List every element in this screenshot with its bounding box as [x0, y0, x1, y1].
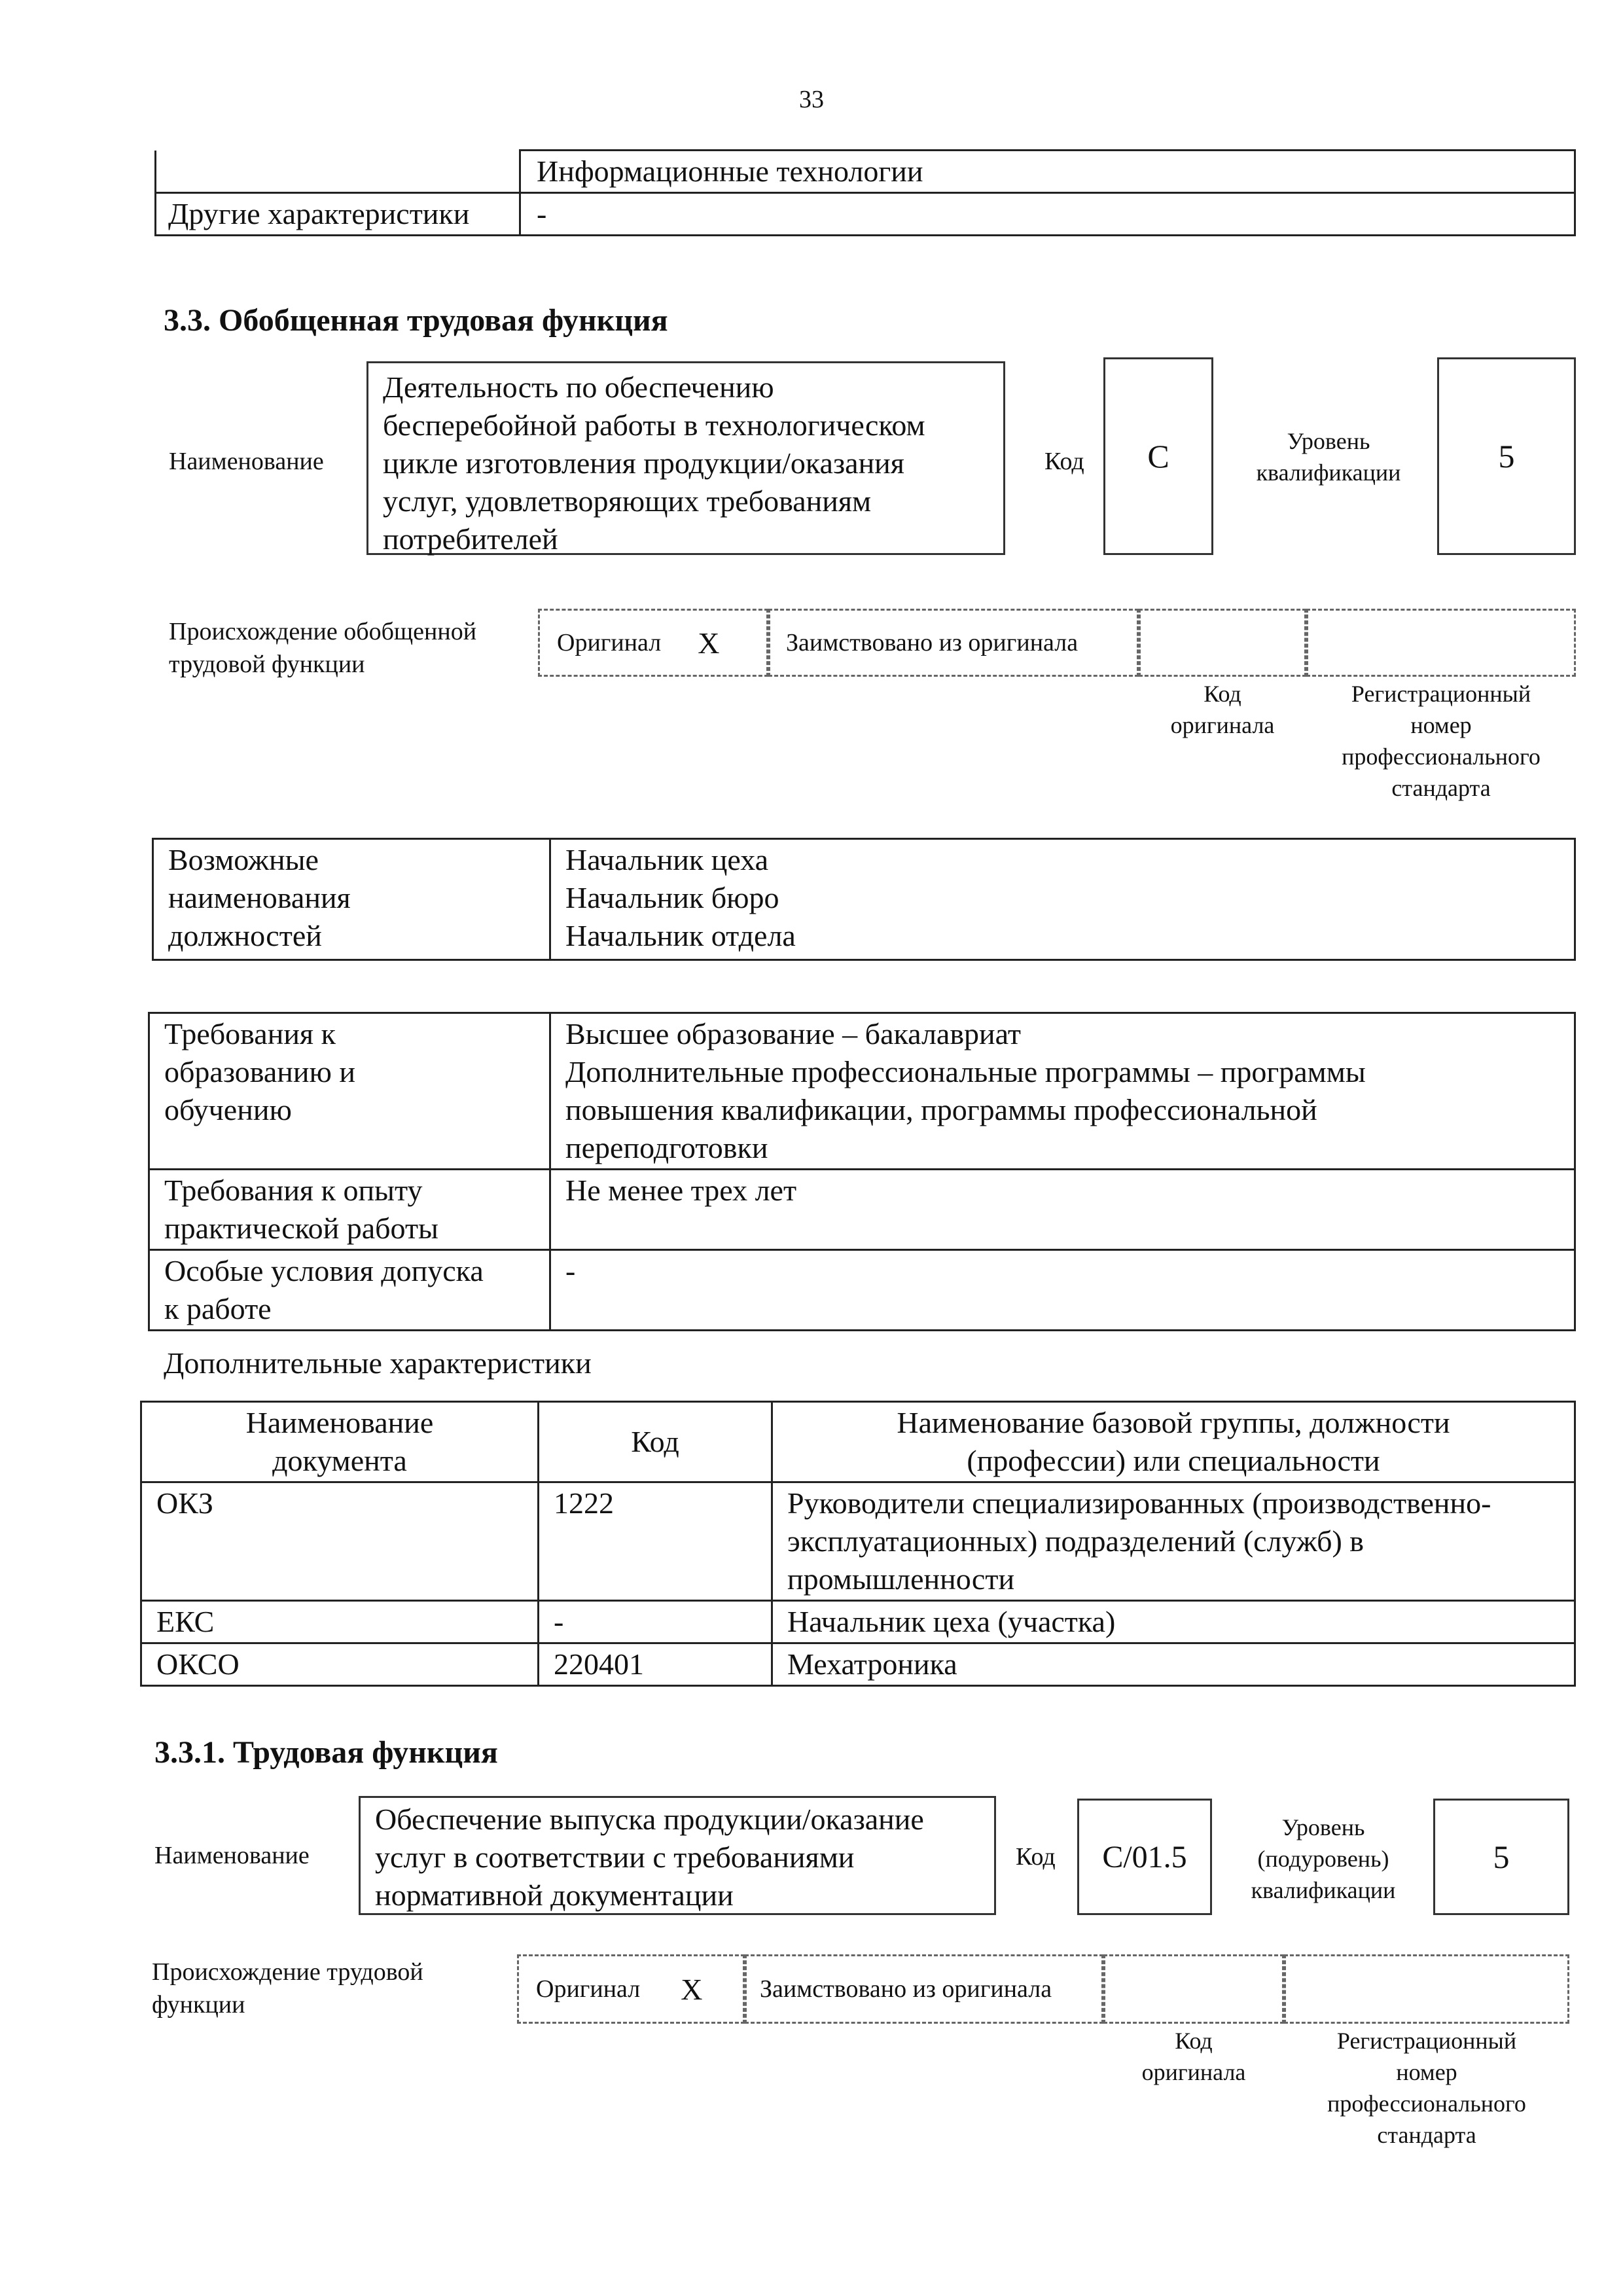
gtf-name-line: бесперебойной работы в технологическом [383, 408, 925, 442]
requirements-table [148, 1012, 1576, 1331]
name-line: эксплуатационных) подразделений (служб) в [787, 1524, 1364, 1558]
top-characteristics-table [154, 149, 1576, 236]
value-line: повышения квалификации, программы профессиональной [565, 1093, 1317, 1126]
name-line: Начальник цеха (участка) [787, 1605, 1116, 1638]
label-line: Требования к [164, 1017, 336, 1050]
tf-origin-label [152, 1956, 423, 2021]
label-line: обучению [164, 1093, 292, 1126]
cell-name [772, 1482, 1575, 1601]
position-item: Начальник цеха [565, 843, 769, 876]
tf-borrowed-label: Заимствовано из оригинала [760, 1975, 1052, 2003]
gtf-borrowed-cell [768, 609, 1139, 677]
caption-line: Регистрационный [1351, 681, 1531, 707]
tf-origin-label-line: Происхождение трудовой [152, 1958, 423, 1986]
caption-line: стандарта [1377, 2122, 1476, 2148]
requirement-value [550, 1170, 1575, 1250]
gtf-original-mark: Х [698, 626, 720, 660]
cell-name [772, 1643, 1575, 1686]
requirement-value [550, 1013, 1575, 1170]
table-cell-label: Другие характеристики [156, 193, 520, 236]
tf-level-box [1433, 1799, 1569, 1915]
tf-level-label-line: Уровень [1281, 1814, 1365, 1840]
caption-line: номер [1396, 2059, 1457, 2085]
gtf-reg-number-caption [1306, 678, 1576, 804]
gtf-code-box [1103, 357, 1213, 555]
tf-level-value: 5 [1493, 1839, 1510, 1875]
requirement-label [149, 1250, 550, 1331]
tf-level-label [1225, 1812, 1421, 1906]
gtf-name-line: цикле изготовления продукции/оказания [383, 446, 904, 480]
table-header-row [141, 1402, 1575, 1482]
cell-code: - [539, 1601, 772, 1643]
caption-line: профессионального [1342, 744, 1541, 770]
tf-origin-label-line: функции [152, 1991, 245, 2018]
gtf-code-label: Код [1044, 448, 1084, 475]
gtf-level-label-line: Уровень [1287, 428, 1370, 454]
section-heading-3-3-1: 3.3.1. Трудовая функция [154, 1735, 498, 1770]
table-cell-label [156, 151, 520, 193]
gtf-reg-number-cell [1306, 609, 1576, 677]
tf-level-label-line: (подуровень) [1257, 1846, 1389, 1872]
gtf-borrowed-label: Заимствовано из оригинала [786, 629, 1079, 656]
value-line: переподготовки [565, 1131, 768, 1164]
header-document [141, 1402, 539, 1482]
gtf-origin-label [169, 615, 476, 681]
caption-line: номер [1410, 712, 1472, 738]
label-line: практической работы [164, 1211, 438, 1245]
tf-name-label: Наименование [154, 1842, 310, 1869]
cell-code: 220401 [539, 1643, 772, 1686]
label-line: образованию и [164, 1055, 355, 1088]
tf-reg-number-cell [1284, 1954, 1569, 2024]
cell-document: ЕКС [141, 1601, 539, 1643]
name-line: Руководители специализированных (производственно- [787, 1486, 1491, 1520]
requirement-value [550, 1250, 1575, 1331]
tf-borrowed-cell [745, 1954, 1103, 2024]
gtf-name-line: потребителей [383, 522, 558, 556]
caption-line: Код [1175, 2028, 1213, 2054]
header-line: Наименование базовой группы, должности [897, 1406, 1450, 1439]
tf-original-mark: Х [681, 1972, 703, 2006]
gtf-origin-label-line: трудовой функции [169, 651, 365, 678]
cell-name [772, 1601, 1575, 1643]
tf-name-line: Обеспечение выпуска продукции/оказание [375, 1803, 924, 1836]
label-line: к работе [164, 1292, 272, 1325]
positions-label [153, 839, 550, 960]
positions-values [550, 839, 1575, 960]
label-line: должностей [168, 919, 322, 952]
gtf-orig-code-caption [1139, 678, 1306, 741]
gtf-orig-code-cell [1139, 609, 1306, 677]
gtf-original-label: Оригинал [557, 629, 662, 656]
tf-original-cell [517, 1954, 745, 2024]
position-item: Начальник бюро [565, 881, 779, 914]
requirement-label [149, 1170, 550, 1250]
value-line: Высшее образование – бакалавриат [565, 1017, 1021, 1050]
table-row [149, 1170, 1575, 1250]
tf-code-value: С/01.5 [1102, 1839, 1187, 1874]
value-line: - [565, 1254, 576, 1287]
gtf-name-line: Деятельность по обеспечению [383, 370, 774, 404]
table-cell-value: Информационные технологии [520, 151, 1575, 193]
tf-reg-number-caption [1284, 2025, 1569, 2151]
header-line: Наименование [245, 1406, 434, 1439]
caption-line: оригинала [1170, 712, 1275, 738]
tf-name-line: нормативной документации [375, 1878, 734, 1912]
table-row [141, 1643, 1575, 1686]
table-cell-value: - [520, 193, 1575, 236]
gtf-level-label-line: квалификации [1256, 459, 1401, 486]
header-line: документа [272, 1444, 407, 1477]
table-row [149, 1013, 1575, 1170]
table-row [153, 839, 1575, 960]
section-heading-3-3: 3.3. Обобщенная трудовая функция [164, 303, 668, 338]
gtf-level-value: 5 [1498, 438, 1515, 475]
label-line: Требования к опыту [164, 1174, 423, 1207]
gtf-level-box [1437, 357, 1576, 555]
name-line: Мехатроника [787, 1647, 957, 1681]
header-code [539, 1402, 772, 1482]
page-number: 33 [799, 86, 824, 113]
tf-level-label-line: квалификации [1251, 1877, 1396, 1903]
tf-name-line: услуг в соответствии с требованиями [375, 1840, 855, 1874]
gtf-original-cell [538, 609, 768, 677]
caption-line: оригинала [1141, 2059, 1246, 2085]
value-line: Не менее трех лет [565, 1174, 797, 1207]
name-line: промышленности [787, 1562, 1015, 1596]
tf-code-box [1077, 1799, 1212, 1915]
cell-code: 1222 [539, 1482, 772, 1601]
cell-document: ОКСО [141, 1643, 539, 1686]
additional-table [140, 1401, 1576, 1687]
positions-table [152, 838, 1576, 961]
position-item: Начальник отдела [565, 919, 796, 952]
caption-line: стандарта [1391, 775, 1491, 801]
gtf-name-box [366, 361, 1005, 555]
caption-line: Регистрационный [1336, 2028, 1517, 2054]
table-row [156, 151, 1575, 193]
tf-name-box [359, 1796, 996, 1915]
caption-line: профессионального [1327, 2090, 1526, 2117]
label-line: наименования [168, 881, 351, 914]
gtf-name-label: Наименование [169, 448, 324, 475]
label-line: Возможные [168, 843, 319, 876]
header-line: (профессии) или специальности [967, 1444, 1380, 1477]
header-line: Код [631, 1425, 679, 1458]
gtf-origin-label-line: Происхождение обобщенной [169, 618, 477, 645]
table-row [141, 1601, 1575, 1643]
table-row [141, 1482, 1575, 1601]
table-row [149, 1250, 1575, 1331]
tf-original-label: Оригинал [536, 1975, 641, 2003]
gtf-code-value: С [1147, 438, 1169, 475]
tf-orig-code-caption [1103, 2025, 1284, 2088]
tf-orig-code-cell [1103, 1954, 1284, 2024]
value-line: Дополнительные профессиональные программы – программы [565, 1055, 1366, 1088]
header-name [772, 1402, 1575, 1482]
cell-document: ОКЗ [141, 1482, 539, 1601]
tf-code-label: Код [1016, 1843, 1056, 1871]
gtf-name-line: услуг, удовлетворяющих требованиям [383, 484, 872, 518]
requirement-label [149, 1013, 550, 1170]
additional-heading: Дополнительные характеристики [164, 1346, 592, 1380]
caption-line: Код [1204, 681, 1241, 707]
table-row [156, 193, 1575, 236]
gtf-level-label [1230, 425, 1427, 488]
label-line: Особые условия допуска [164, 1254, 484, 1287]
